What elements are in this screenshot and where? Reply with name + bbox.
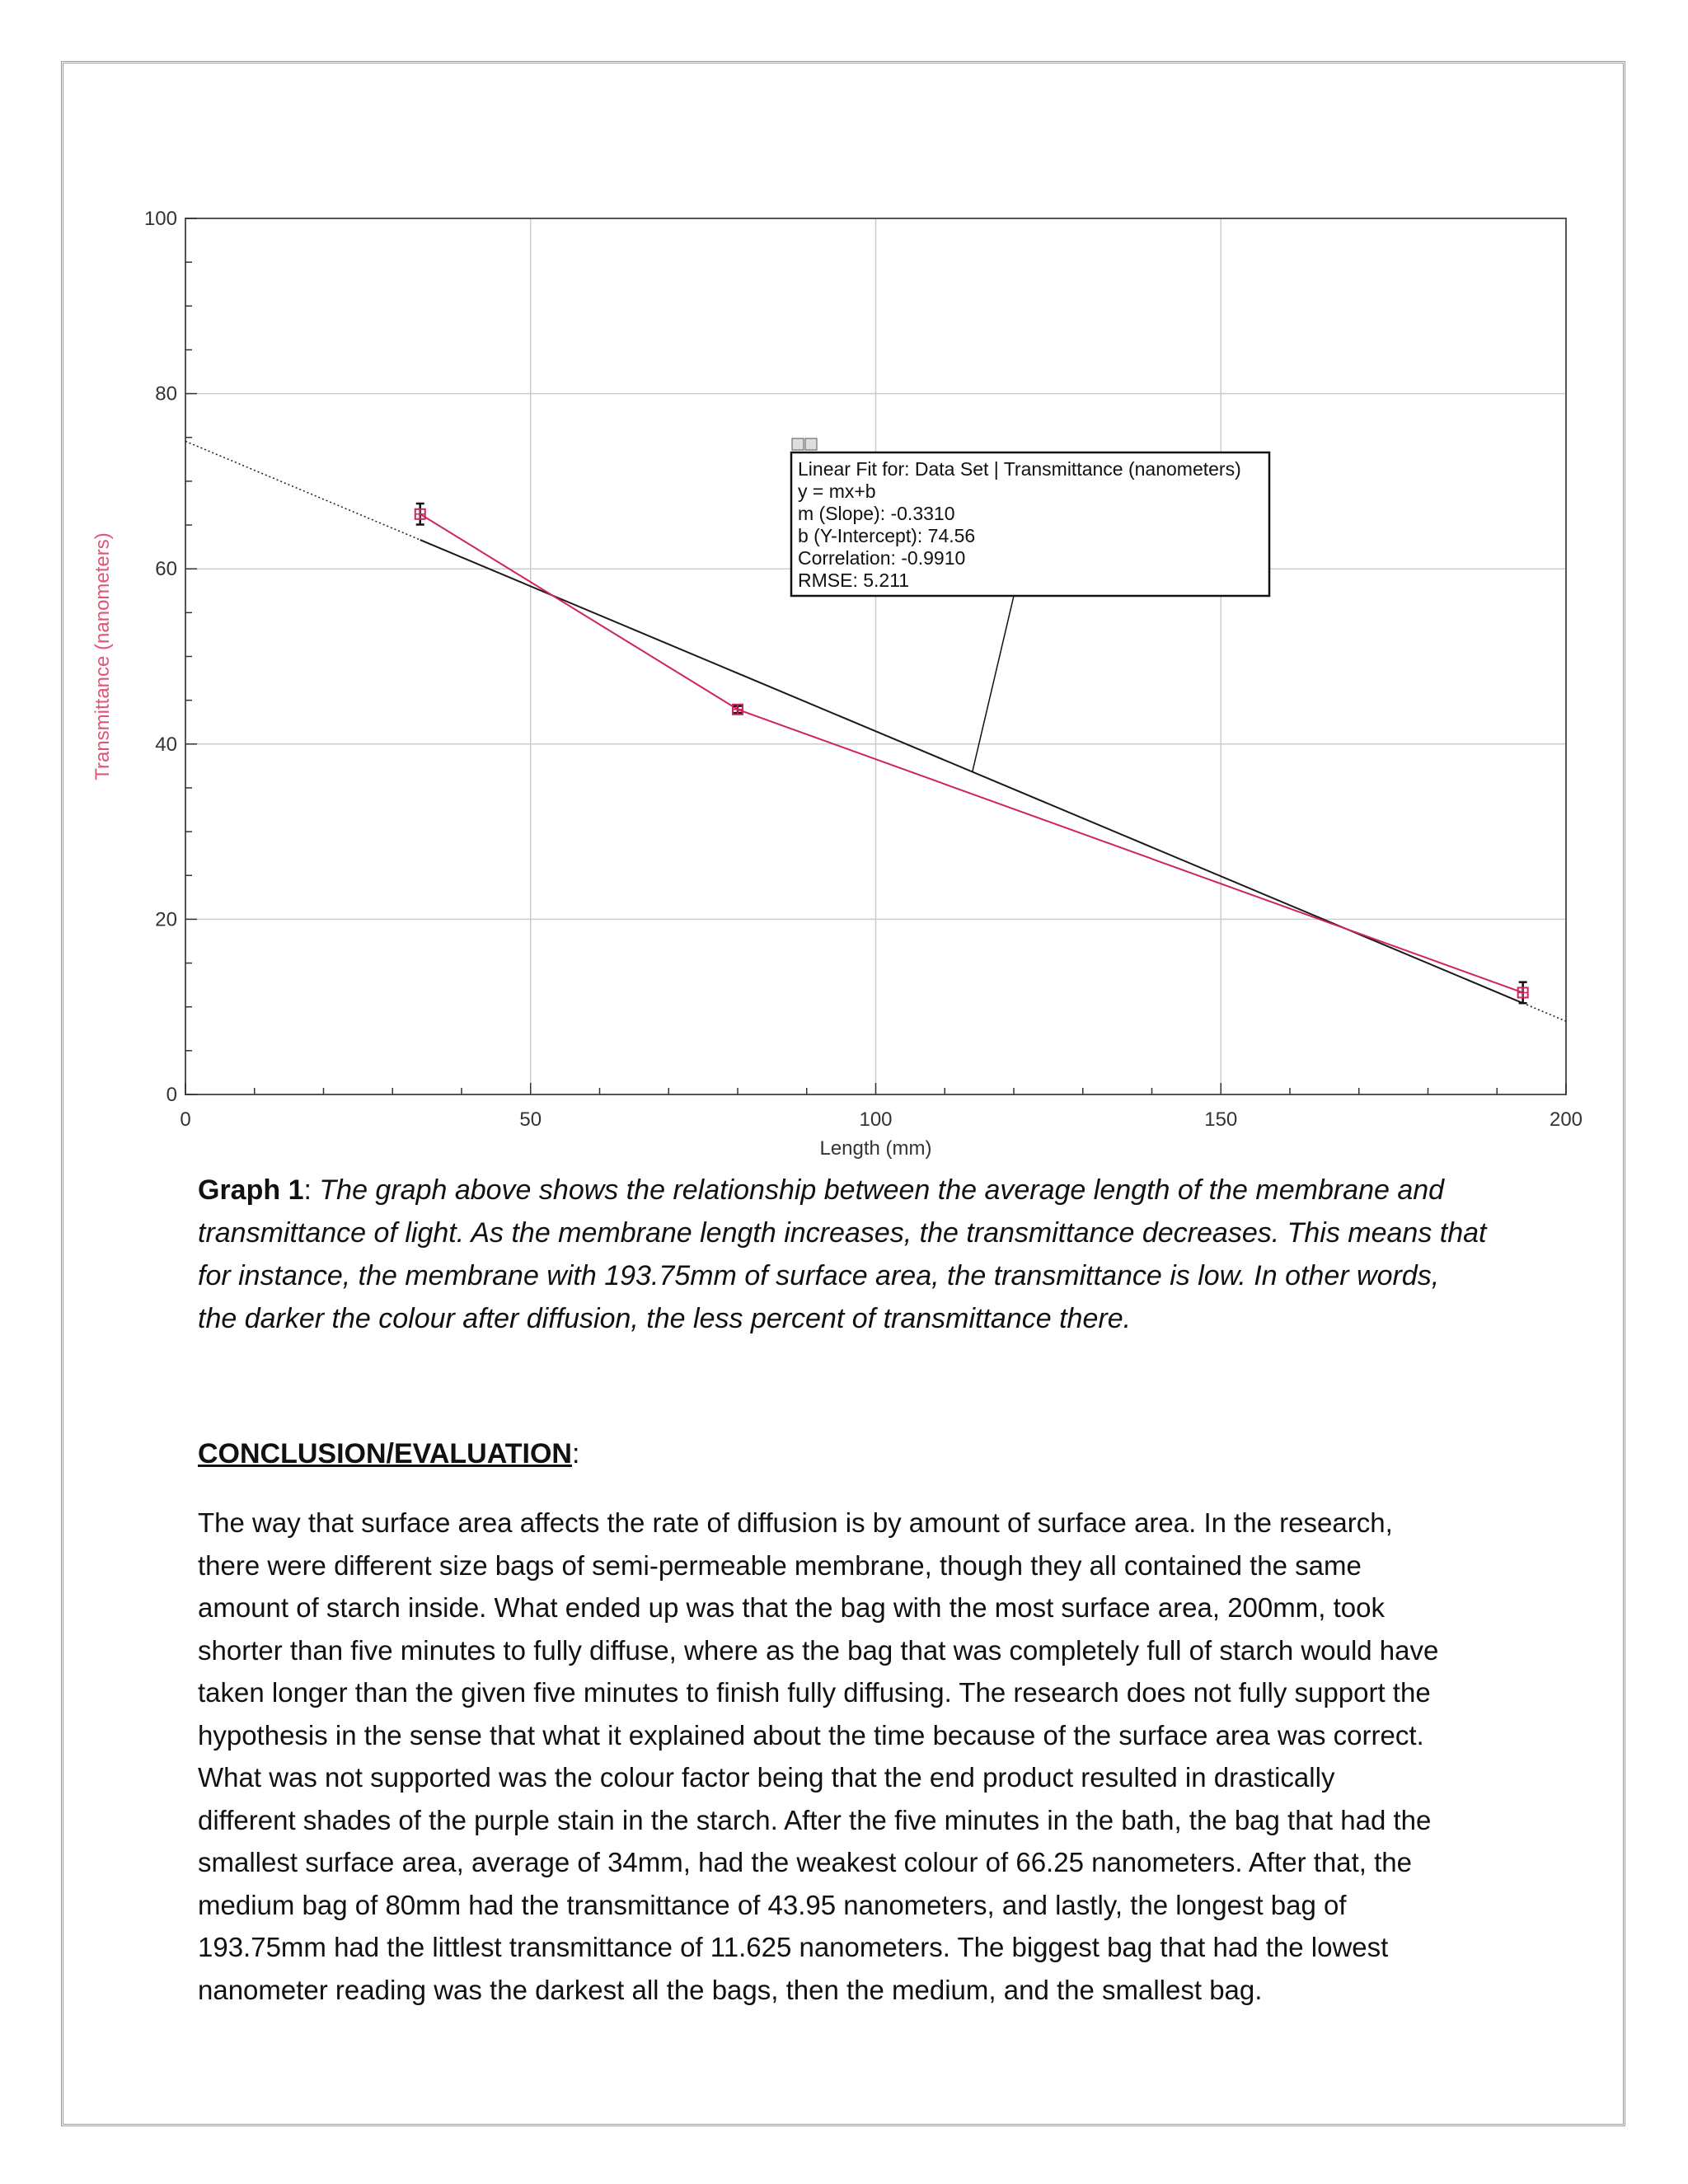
x-tick-label: 0 [180, 1108, 191, 1131]
caption-line-0 [198, 1169, 1517, 1212]
caption-separator: : [303, 1174, 320, 1206]
caption-text-2: for instance, the membrane with 193.75mm of surface area, the transmittance is low. In other words, [198, 1260, 1440, 1291]
y-tick-label: 60 [155, 558, 177, 581]
conclusion-line: The way that surface area affects the rate of diffusion is by amount of surface area. In the research, [198, 1507, 1393, 1538]
y-tick-label: 20 [155, 908, 177, 931]
caption-label: Graph 1 [198, 1174, 304, 1206]
conclusion-line: 193.75mm had the littlest transmittance of 11.625 nanometers. The biggest bag that had the lowest [198, 1932, 1389, 1962]
x-tick-label: 150 [1204, 1108, 1238, 1131]
transmittance-chart [82, 198, 1615, 1170]
annotation-line: Correlation: -0.9910 [798, 547, 966, 569]
x-axis-label: Length (mm) [819, 1137, 932, 1160]
annotation-menu-icon [805, 438, 817, 450]
caption-text-1: transmittance of light. As the membrane length increases, the transmittance decreases. This means that [198, 1217, 1487, 1249]
y-tick-label: 100 [143, 208, 177, 230]
y-axis-label: Transmittance (nanometers) [91, 532, 114, 780]
annotation-close-icon [792, 438, 804, 450]
annotation-line: b (Y-Intercept): 74.56 [798, 525, 976, 546]
x-tick-label: 50 [519, 1108, 542, 1131]
conclusion-heading-text: CONCLUSION/EVALUATION [198, 1438, 572, 1469]
caption-text-0: The graph above shows the relationship between the average length of the membrane and [319, 1174, 1445, 1206]
graph-caption [198, 1169, 1517, 1340]
x-tick-label: 200 [1549, 1108, 1583, 1131]
x-tick-label: 100 [859, 1108, 893, 1131]
annotation-pointer [973, 596, 1014, 772]
annotation-line: y = mx+b [798, 480, 876, 502]
conclusion-body [198, 1502, 1517, 2011]
conclusion-line: different shades of the purple stain in the starch. After the five minutes in the bath, the bag that had the [198, 1804, 1432, 1835]
annotation-line: Linear Fit for: Data Set | Transmittance (nanometers) [798, 458, 1241, 480]
caption-text-3: the darker the colour after diffusion, the less percent of transmittance there. [198, 1303, 1132, 1334]
annotation-line: RMSE: 5.211 [798, 569, 910, 591]
conclusion-line: hypothesis in the sense that what it explained about the time because of the surface area was correct. [198, 1719, 1424, 1750]
conclusion-line: nanometer reading was the darkest all the bags, then the medium, and the smallest bag. [198, 1974, 1263, 2005]
annotation-line: m (Slope): -0.3310 [798, 503, 955, 524]
conclusion-line: What was not supported was the colour factor being that the end product resulted in drastically [198, 1762, 1335, 1793]
y-tick-label: 80 [155, 382, 177, 405]
y-tick-label: 40 [155, 733, 177, 756]
conclusion-heading-colon: : [571, 1438, 580, 1469]
conclusion-heading [198, 1438, 579, 1470]
conclusion-line: amount of starch inside. What ended up was that the bag with the most surface area, 200mm, took [198, 1592, 1385, 1623]
conclusion-line: medium bag of 80mm had the transmittance of 43.95 nanometers, and lastly, the longest bag of [198, 1889, 1347, 1920]
conclusion-line: there were different size bags of semi-permeable membrane, though they all contained the same [198, 1549, 1362, 1581]
y-tick-label: 0 [166, 1084, 177, 1106]
conclusion-line: smallest surface area, average of 34mm, had the weakest colour of 66.25 nanometers. After that, the [198, 1847, 1412, 1877]
conclusion-line: taken longer than the given five minutes to finish fully diffusing. The research does not fully support the [198, 1677, 1431, 1708]
conclusion-line: shorter than five minutes to fully diffuse, where as the bag that was completely full of starch would have [198, 1634, 1439, 1666]
